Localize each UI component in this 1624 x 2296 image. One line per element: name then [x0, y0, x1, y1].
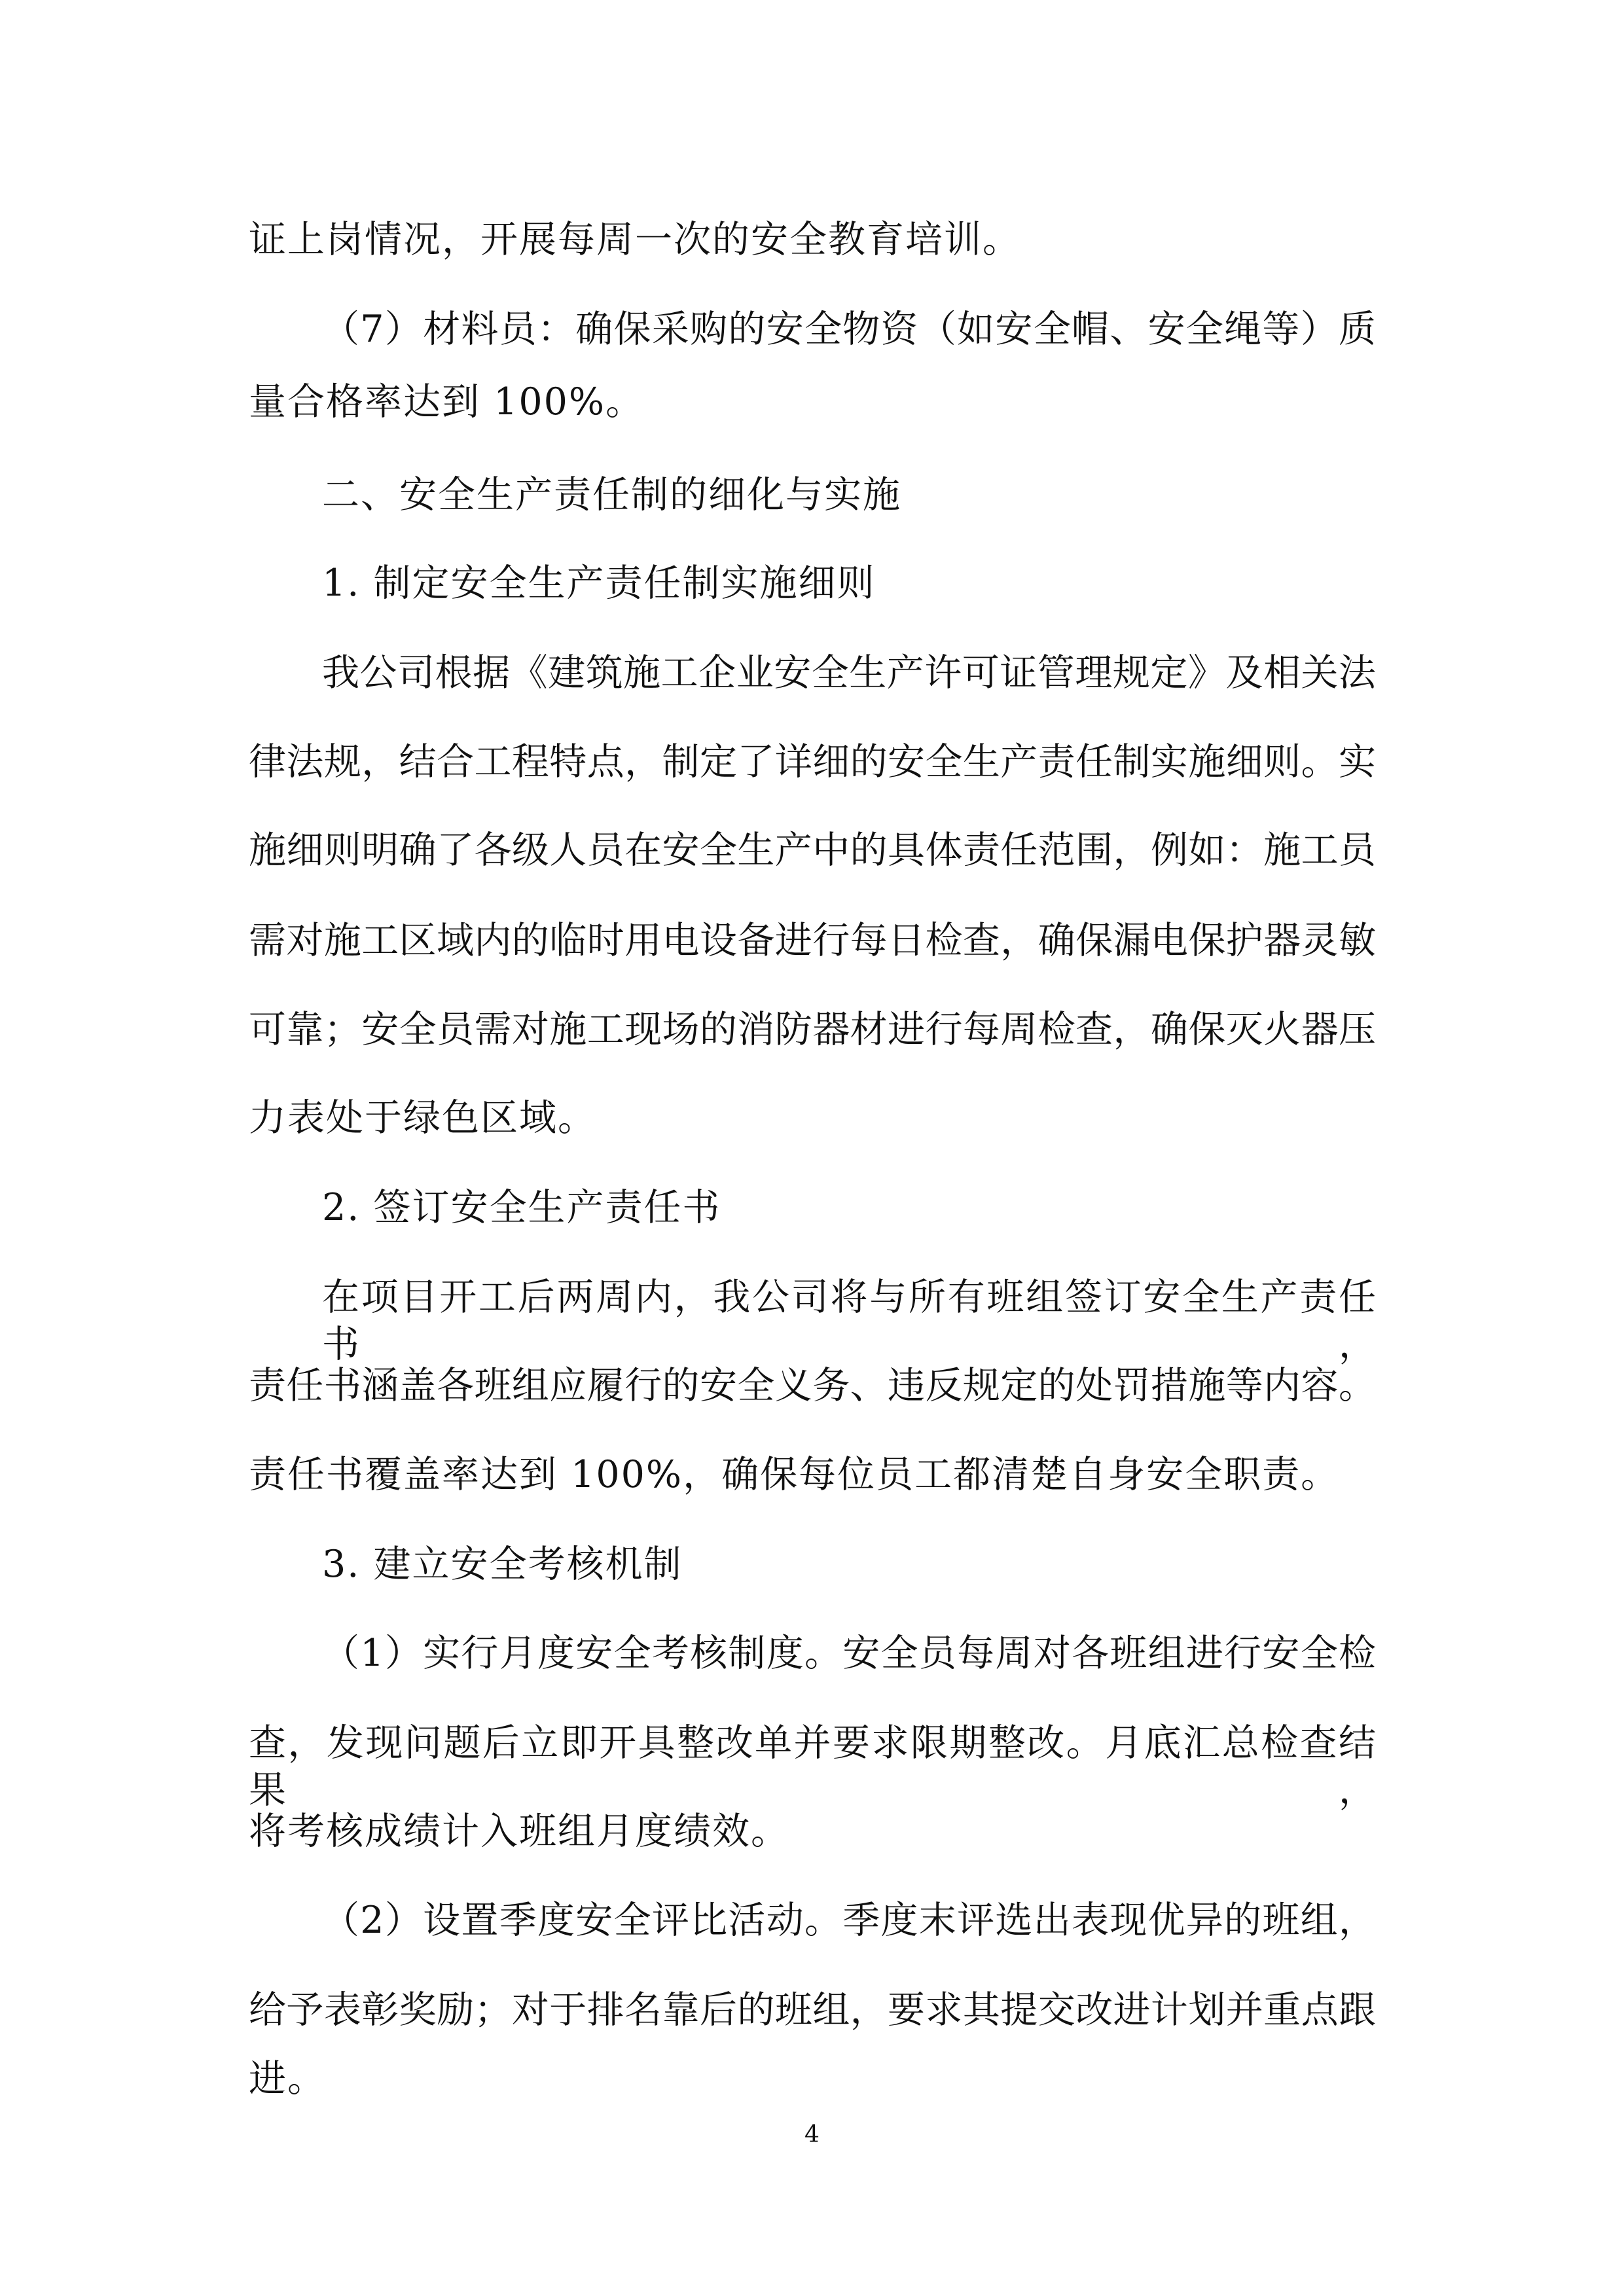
text-line-7: 律法规，结合工程特点，制定了详细的安全生产责任制实施细则。实	[249, 740, 1376, 783]
text-line-15: 责任书覆盖率达到 100%，确保每位员工都清楚自身安全职责。	[249, 1453, 1340, 1496]
text-line-3: 量合格率达到 100%。	[249, 380, 645, 423]
text-line-19: 将考核成绩计入班组月度绩效。	[249, 1810, 789, 1853]
text-line-13: 在项目开工后两周内，我公司将与所有班组签订安全生产责任书，	[322, 1276, 1376, 1366]
text-line-17: （1）实行月度安全考核制度。安全员每周对各班组进行安全检	[322, 1632, 1376, 1675]
text-line-11: 力表处于绿色区域。	[249, 1096, 596, 1139]
text-line-6: 我公司根据《建筑施工企业安全生产许可证管理规定》及相关法	[322, 651, 1376, 694]
text-line-8: 施细则明确了各级人员在安全生产中的具体责任范围，例如：施工员	[249, 829, 1376, 872]
section-heading: 二、安全生产责任制的细化与实施	[322, 473, 901, 516]
text-line-22: 进。	[249, 2057, 326, 2100]
text-line-20: （2）设置季度安全评比活动。季度末评选出表现优异的班组，	[322, 1899, 1376, 1942]
text-line-18: 查，发现问题后立即开具整改单并要求限期整改。月底汇总检查结果，	[249, 1721, 1376, 1812]
text-line-10: 可靠；安全员需对施工现场的消防器材进行每周检查，确保灭火器压	[249, 1008, 1376, 1051]
subsection-heading-2: 2. 签订安全生产责任书	[322, 1186, 721, 1229]
subsection-heading-3: 3. 建立安全考核机制	[322, 1543, 683, 1586]
text-line-1: 证上岗情况，开展每周一次的安全教育培训。	[249, 218, 1021, 261]
text-line-2: （7）材料员：确保采购的安全物资（如安全帽、安全绳等）质	[322, 308, 1376, 351]
text-line-14: 责任书涵盖各班组应履行的安全义务、违反规定的处罚措施等内容。	[249, 1364, 1376, 1407]
text-line-21: 给予表彰奖励；对于排名靠后的班组，要求其提交改进计划并重点跟	[249, 1988, 1376, 2032]
page-number: 4	[804, 2121, 820, 2148]
text-line-9: 需对施工区域内的临时用电设备进行每日检查，确保漏电保护器灵敏	[249, 919, 1376, 962]
subsection-heading-1: 1. 制定安全生产责任制实施细则	[322, 562, 876, 605]
